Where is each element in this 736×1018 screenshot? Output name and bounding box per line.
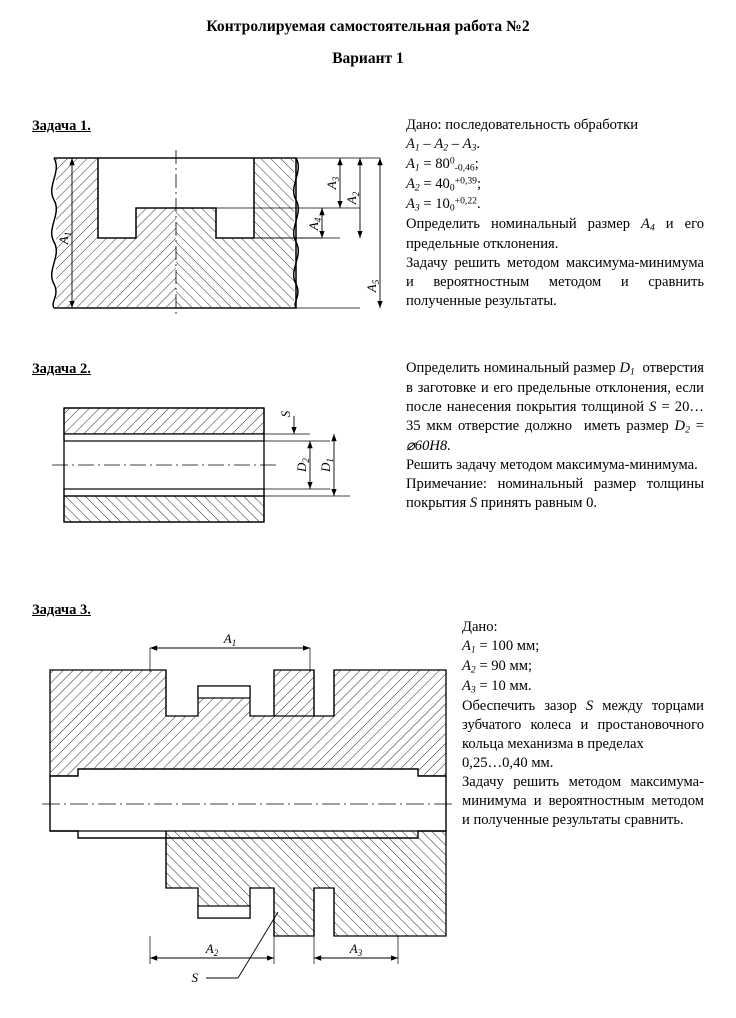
task-1-line-4: $A_2 = 40_0^{+0,39}$; (406, 175, 482, 194)
task-1-line-1: Дано: последовательность обработки (406, 117, 639, 133)
task-3-drawing (38, 626, 458, 996)
task-3-text (462, 618, 704, 830)
page-title: Контролируемая самостоятельная работа №2 (206, 18, 530, 35)
task-3-line-5: Обеспечить зазор S между торцами зубчатого колеса и простановочного кольца механизма в пределах (462, 697, 704, 752)
task-3-figure (38, 626, 458, 1001)
task-3-line-6: 0,25…0,40 мм. (462, 754, 554, 771)
task-3-line-3: $A_2 = 90$ мм; (462, 657, 533, 676)
task-3-label: Задача 3. (32, 602, 91, 618)
task-2-label: Задача 2. (32, 361, 91, 377)
task-1-drawing (40, 146, 390, 331)
dim-a1-top-label: $A_1$ (223, 631, 237, 648)
task-1-text (406, 116, 704, 311)
dim-a1-label: $A_1$ (56, 231, 73, 245)
task-3-line-4: $A_3 = 10$ мм. (462, 677, 532, 696)
task-3-line-2: $A_1 = 100$ мм; (462, 637, 540, 656)
dim-a2-label: $A_2$ (344, 191, 361, 205)
task-1-line-3: $A_1 = 80^0_{-0,46}$; (406, 155, 479, 174)
task-1-label: Задача 1. (32, 118, 91, 134)
dim-a2-label: $A_2$ (205, 941, 219, 958)
task-1-line-6: Определить номинальный размер $A_4$ и его предельные отклонения. (406, 215, 704, 252)
dim-s-label: S (278, 410, 293, 418)
task-1-line-5: $A_3 = 10_0^{+0,22}$. (406, 195, 481, 214)
task-2-line-2: Решить задачу методом максимума-минимума. (406, 456, 698, 473)
dim-s3-label: S (191, 970, 198, 985)
document-page (0, 18, 736, 1018)
task-2-line-3: Примечание: номинальный размер толщины покрытия S принять равным 0. (406, 475, 704, 511)
task-3-line-7: Задачу решить методом максимума-минимума и вероятностным методом и полученные результаты сравнить. (462, 773, 704, 828)
task-2-figure (48, 390, 388, 545)
dim-d1-label: $D_1$ (318, 458, 335, 472)
task-2-text (406, 359, 704, 513)
dim-a3-label: $A_3$ (324, 176, 341, 190)
task-1-line-7: Задачу решить методом максимума-минимума и вероятностным методом и сравнить полученные результаты. (406, 254, 704, 309)
dim-a3-label: $A_3$ (349, 941, 363, 958)
task-1-figure (40, 146, 390, 336)
task-3-line-1: Дано: (462, 619, 498, 635)
page-subtitle: Вариант 1 (332, 50, 404, 67)
dim-d2-label: $D_2$ (294, 458, 311, 472)
task-2-line-1: Определить номинальный размер $D_1$ отверстия в заготовке и его предельные отклонения, если после нанесения покрытия толщиной S = 20…35 мкм отверстие должно иметь размер $D_2$ = ⌀60H8. (406, 360, 704, 454)
task-1-line-2: $A_1 - A_2 - A_3$. (406, 135, 481, 154)
dim-a5-label: $A_5$ (364, 279, 381, 293)
task-2-drawing (48, 390, 388, 540)
dim-a4-label: $A_4$ (306, 217, 323, 231)
